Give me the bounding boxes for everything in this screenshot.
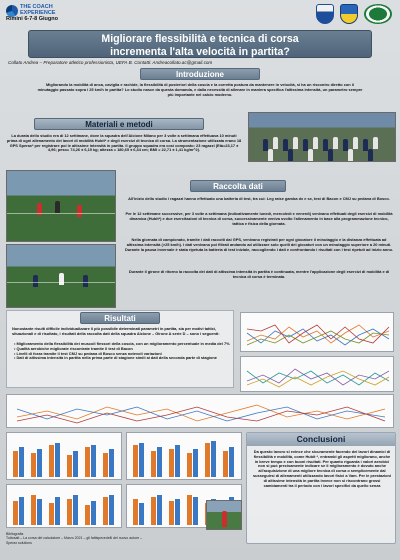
poster-title-line-2: incrementa l'alta velocità in partita? xyxy=(110,46,290,59)
data-collection-p4: Durante il girone di ritorno la raccolta dei dati di altissima intensità in partita è continuata, mentre l'applicazione degli esercizi di mobilità e di tecnica di corsa è terminata. xyxy=(128,269,390,279)
conclusions-box xyxy=(246,432,396,544)
bar-chart-3 xyxy=(6,484,122,528)
bar-chart-1 xyxy=(6,432,122,480)
line-chart-3-series xyxy=(17,407,385,423)
bar-chart-2-bar xyxy=(169,449,174,477)
bar-chart-2-bar xyxy=(211,441,216,477)
poster-title-line-1: Migliorare flessibilità e tecnica di corsa xyxy=(101,32,299,45)
data-collection-p2: Per le 12 settimane successive, per 3 volte a settimana (indicativamente lunedì, mercoledì e venerdì) venivano effettuati degli esercizi di mobilità dinamica (Hubit*) e due esercitazioni di tecnica di corsa, successivamente veniva svolto l'allenamento in base alla programmazione tecnico, tattica e fisica della giornata. xyxy=(125,211,393,226)
conclusions-text: Da questo lavoro si evince che sicuramente facendo dei lavori dinamici di flessibilità e mobilità, come Hubit *, entrambi gli aspetti migliorano, anche in breve tempo e con buoni risultati. Per quanto riguarda i valori aerobici non si può precisamente indicare se il miglioramento è dovuto anche all'acquisizione di una migliore tecnica di corsa o semplicemente dal susseguirsi di allenamenti utilizzando lavori fisici a Vam. Per le prestazioni di altissime intensità in partita invece non si riscontrano grossi cambiamenti tra il periodo con i lavori specifici da quello senza xyxy=(253,449,391,488)
bar-chart-3-bar xyxy=(37,499,42,525)
bar-chart-3-svg xyxy=(7,485,123,529)
bibliography-line-1: Tuttosalt – La corsa del calcolatore – Marzo 2021 – gli fattispecedelli del nuovo autore – xyxy=(6,536,143,541)
results-bullet: • Qualità aerobiche migliorate riscontrate tramite il test di Bacon xyxy=(14,345,133,351)
bar-chart-4-bar xyxy=(139,503,144,525)
bar-chart-3-bar xyxy=(73,495,78,525)
bar-chart-3-bar xyxy=(109,495,114,525)
sponsor-logo-icon xyxy=(364,4,392,24)
title-banner xyxy=(28,30,372,58)
bar-chart-2-bar xyxy=(139,443,144,477)
federation-crest-icon xyxy=(340,4,358,24)
bar-chart-2-bar xyxy=(133,445,138,477)
results-bullets xyxy=(14,342,230,361)
bar-chart-1-bar xyxy=(13,451,18,477)
results-bullet-text: Livelli di forza tramite il test CMJ su pedana di Bosco senza notevoli variazioni xyxy=(16,350,162,356)
bar-chart-4-bar xyxy=(193,497,198,525)
bar-chart-4-bar xyxy=(169,501,174,525)
bar-chart-1-bar xyxy=(19,447,24,477)
bar-chart-1-bar xyxy=(55,443,60,477)
bar-chart-2-bar xyxy=(223,451,228,477)
line-chart-1 xyxy=(240,312,394,352)
logo-line-2: EXPERIENCE xyxy=(20,10,56,16)
bibliography xyxy=(6,532,242,545)
bar-chart-3-bar xyxy=(31,495,36,525)
methods-heading: Materiali e metodi xyxy=(34,118,204,130)
bar-chart-4-bar xyxy=(157,495,162,525)
line-chart-3-svg xyxy=(7,395,395,429)
line-chart-1-svg xyxy=(241,313,395,353)
bar-chart-2-bar xyxy=(205,443,210,477)
bar-chart-1-bar xyxy=(109,449,114,477)
bar-chart-2-bar xyxy=(175,445,180,477)
bibliography-line-2: Sperax solutions xyxy=(6,540,32,545)
bar-chart-4-bar xyxy=(133,499,138,525)
intro-text: Migliorando la mobilità di anca, caviglia e rachide, la flessibilità di posteriori della coscia e la corretta postura da mantenere in velocità, si ha un riscontro diretto con il minutaggio passato sopra i 25 km/h in partita? Lo studio nasce da questa domanda, e dalla necessità di allenare in maniera specifica l'altissima intensità, un parametro sempre più importante nel calcio moderno. xyxy=(37,82,363,97)
bar-chart-4-bar xyxy=(187,495,192,525)
event-dates: Rimini 6-7-8 Giugno xyxy=(6,16,58,22)
bar-chart-1-bar xyxy=(103,453,108,477)
bar-chart-3-bar xyxy=(103,497,108,525)
bar-chart-3-bar xyxy=(19,497,24,525)
bar-chart-2-bar xyxy=(157,447,162,477)
bar-chart-1-svg xyxy=(7,433,123,481)
data-collection-heading: Raccolta dati xyxy=(190,180,286,192)
bar-chart-1-bar xyxy=(37,449,42,477)
bar-chart-1-bar xyxy=(85,447,90,477)
bar-chart-1-bar xyxy=(91,445,96,477)
line-chart-2 xyxy=(240,356,394,392)
team-photo xyxy=(248,112,396,162)
authors: Collato Andrea – Preparatore atletico professionista, UEFA B. Contatti: Andreacollato.ac@gmail.com xyxy=(8,60,213,65)
bar-chart-3-bar xyxy=(13,501,18,525)
bar-chart-1-bar xyxy=(73,451,78,477)
data-collection-p3: Nella giornata di campionato, tramite i dati raccolti dai GPS, venivano registrati per ogni giocatore il minutaggio e la distanza effettuata ad altissima intensità (>25 km/h). I dati venivano poi filtrati andando ad utilizzare solo quelli dei giocatori con un minutaggio superiore a 20 minuti. Durante la pausa invernale è stata ripetuta la batteria di test iniziale, raccogliendo i dati e confrontando i risultati con i test ripetuti ad inizio anno. xyxy=(124,237,394,252)
bar-chart-1-bar xyxy=(67,455,72,477)
club-crest-icon xyxy=(316,4,334,24)
line-chart-3-series xyxy=(17,405,385,421)
bar-chart-3-bar xyxy=(49,503,54,525)
results-bullet-text: Dati di altissima intensità in partita nella prima parte di stagione simili ai dati della seconda parte di stagione xyxy=(16,355,217,361)
conclusions-heading: Conclusioni xyxy=(247,433,395,446)
line-chart-1-series xyxy=(247,331,389,345)
training-photo xyxy=(6,170,116,242)
results-heading: Risultati xyxy=(80,312,160,324)
bar-chart-4-bar xyxy=(175,499,180,525)
results-bullet: • Dati di altissima intensità in partita nella prima parte di stagione simili ai dati della seconda parte di stagione xyxy=(14,355,217,361)
bar-chart-3-bar xyxy=(85,505,90,525)
match-photo xyxy=(6,244,116,308)
logo-line-1: THE COACH xyxy=(20,4,53,10)
bar-chart-1-bar xyxy=(49,445,54,477)
bar-chart-3-bar xyxy=(91,501,96,525)
results-bullet: • Miglioramento della flessibilità dei muscoli flessori della coscia, con un miglioramento percentuale in media del 7% xyxy=(14,341,230,346)
bar-chart-1-bar xyxy=(31,453,36,477)
bar-chart-2-bar xyxy=(187,453,192,477)
line-chart-2-svg xyxy=(241,357,395,393)
data-collection-p1: All'inizio dello studio i ragazzi hanno effettuato una batteria di test, tra cui: Leg raise gamba dx e sx, test di Bacon e CMJ su pedana di Bosco. xyxy=(128,196,390,201)
line-chart-3 xyxy=(6,394,394,428)
bar-chart-4-bar xyxy=(151,497,156,525)
results-bullet-text: Qualità aerobiche migliorate riscontrate tramite il test di Bacon xyxy=(16,345,133,351)
bar-chart-3-bar xyxy=(67,499,72,525)
results-intro: Nonostante risulti difficile individualizzare il più possibile determinati parametri in partita, sia per motivi tattici, situazionali e di risultato, i risultati della raccolta dati della squadra Alcione – Girone A serie D – sono i seguenti: xyxy=(12,326,220,336)
results-bullet: • Livelli di forza tramite il test CMJ su pedana di Bosco senza notevoli variazioni xyxy=(14,350,162,356)
bar-chart-2-svg xyxy=(127,433,243,481)
results-bullet-text: Miglioramento della flessibilità dei muscoli flessori della coscia, con un miglioramento percentuale in media del 7% xyxy=(16,341,230,346)
bibliography-heading: Bibliografia xyxy=(6,532,24,536)
bar-chart-3-bar xyxy=(55,497,60,525)
intro-heading: Introduzione xyxy=(140,68,260,80)
line-chart-2-series xyxy=(247,371,389,387)
player-photo xyxy=(206,500,242,530)
bar-chart-2-bar xyxy=(229,447,234,477)
methods-text: La durata dello studio era di 12 settimane, dove la squadra dell'Alcione Milano per 3 volte a settimana effettuava 10 minuti prima di ogni allenamento dei lavori di mobilità Hubit* e degli esercizi di tecnica di corsa. La strumentazione utilizzata erano 18 GPS Sperax* per registrare poi le altissime intensità in partita. Il gruppo squadra era così composto: 23 ragazzi (Età=23,17 ± 4,96; peso= 74,26 ± 6,15 kg; altezza = 180,65 ± 6,34 cm; BMI = 22,71 ± 1,41 kg/m^2). xyxy=(6,133,242,153)
bar-chart-2-bar xyxy=(151,451,156,477)
bar-chart-2 xyxy=(126,432,242,480)
bar-chart-2-bar xyxy=(193,449,198,477)
